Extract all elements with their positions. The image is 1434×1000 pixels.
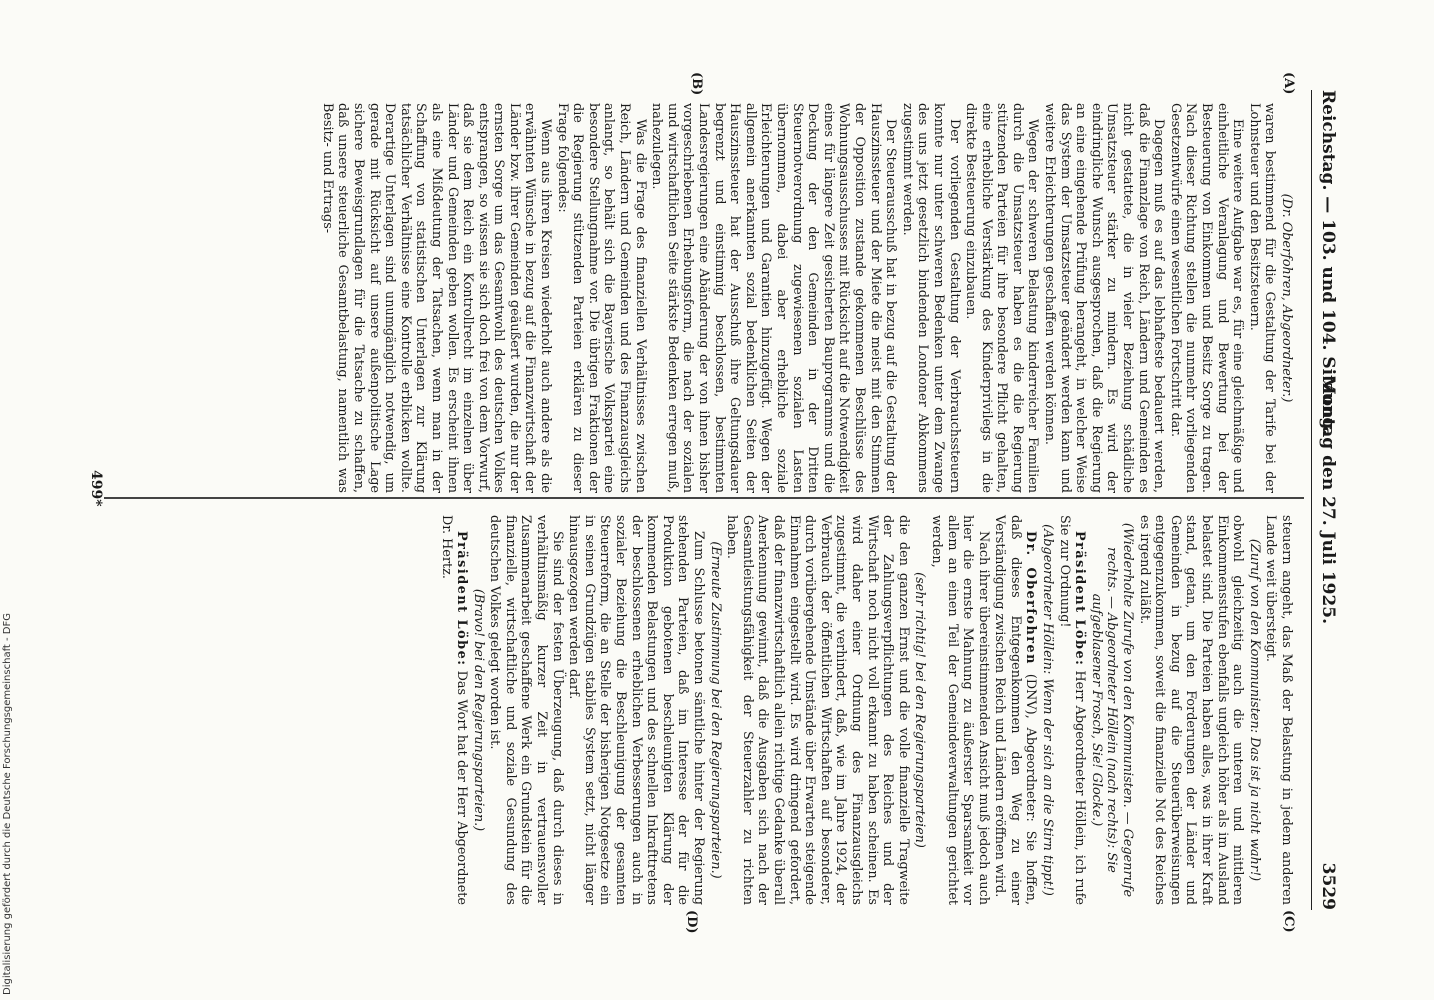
interjection: (Abgeordneter Höllein: Wenn der sich an die Stirn tippt!) [1040,524,1056,896]
margin-marker-b: (B) [689,72,704,96]
page-header [1311,90,1342,910]
header-session: Reichstag. — 103. und 104. Sitzung. [1318,90,1338,436]
footer-page-number: 499* [88,470,104,507]
paragraph: waren bestimmend für die Gestaltung der Tarife bei der Lohnsteuer und den Besitzsteuern. [1246,103,1278,493]
paragraph: steuern angeht, das Maß der Belastung in jedem anderen Lande weit übersteigt. [1263,515,1294,905]
right-column [437,515,1294,905]
interjection: (Wiederholte Zurufe von den Kommunisten. — Gegenrufe rechts. — Abgeordneter Höllein (nach rechts): Sie aufgeblasener Frosch, Sie! Glocke.) [1088,522,1136,898]
paragraph: Wegen der schweren Belastung kinderreicher Familien durch die Umsatzsteuer haben es die die Regierung stützenden Parteien für ihre besondere Pflicht gehalten, eine erhebliche Verstärkung des Kinderprivilegs in die direkte Besteuerung einzubauen. [963,103,1041,493]
speaker-paragraph [438,515,469,905]
paragraph: obwohl gleichzeitig auch die unteren und mittleren Einkommensstufen ebenfalls ungleich höher als im Ausland belastet sind. Die Parteien haben alles, was in ihrer Kraft stand, getan, um den Forderungen der Länder und Gemeinden in bezug auf die Steuerüberweisungen entgegenzukommen, soweit die finanzielle Not des Reiches es irgend zuläßt. [1136,515,1246,905]
column-divider [104,497,1304,499]
speaker-continuation: (Dr. Oberfohren, Abgeordneter.) [1279,193,1294,403]
speaker-name: Präsident Löbe: [1072,531,1088,667]
paragraph: Zum Schlusse betonen sämtliche hinter der Regierung stehenden Parteien, daß im Interesse der für die Produktion gebotenen beschleunigten Klärung der kommenden Belastungen und des schnellen Inkrafttretens der beschlossenen erheblichen Verbesserungen auch in sozialer Beziehung die Beschleunigung der gesamten Steuerreform, die an Stelle der bisherigen Notgesetze ein in seinen Grundzügen stabiles System setzt, nicht länger hinausgezogen werden darf. [566,515,707,905]
paragraph: Nach ihrer übereinstimmenden Ansicht muß jedoch auch hier die ernste Mahnung zu äußerster Sparsamkeit vor allem an einen Teil der Gemeindeverwaltungen gerichtet werden, [928,515,991,905]
paragraph: Der vorliegenden Gestaltung der Verbrauchssteuern konnte nur unter schweren Bedenken unter dem Zwange des uns jetzt gesetzlich bindenden Londoner Abkommens zugestimmt werden. [899,103,962,493]
interjection: (Bravo! bei den Regierungsparteien.) [470,588,486,832]
dfg-credit: Digitalisierung gefördert durch die Deutsche Forschungsgemeinschaft - DFG [2,612,13,995]
paragraph: Sie sind der festen Überzeugung, daß durch dieses in verhältnismäßig kurzer Zeit in vertrauensvoller Zusammenarbeit geschaffene Werk ein Grundstein für die finanzielle, wirtschaftliche und soziale Gesundung des deutschen Volkes gelegt worden ist. [487,515,565,905]
speaker-paragraph [992,515,1039,905]
interjection: (Erneute Zustimmung bei den Regierungsparteien.) [707,541,723,879]
margin-marker-a: (A) [1281,72,1296,95]
speaker-text: Herr Abgeordneter Höllein, ich rufe Sie zur Ordnung! [1056,515,1088,905]
paragraph: Dagegen muß es auf das lebhafteste bedauert werden, daß die Finanzlage von Reich, Ländern und Gemeinden es nicht gestattete, die in vieler Beziehung schädliche Umsatzsteuer stärker zu mindern. Es wird der eindringliche Wunsch ausgesprochen, daß die Regierung an eine eingehende Prüfung herangeht, in welcher Weise das System der Umsatzsteuer geändert werden kann und weitere Erleichterungen geschaffen werden können. [1042,103,1167,493]
interjection: (sehr richtig! bei den Regierungsparteien) [912,572,928,848]
paragraph: Wenn aus ihren Kreisen wiederholt auch andere als die erwähnten Wünsche in bezug auf die Finanzwirtschaft der Länder bzw. ihrer Gemeinden geäußert wurden, die nur der ernsten Sorge um das Gesamtwohl des deutschen Volkes entsprangen, so wissen sie sich doch frei von dem Vorwurf, daß sie dem Reich ein Kontrollrecht im einzelnen über Länder und Gemeinden geben wollen. Es erscheint ihnen als eine Mißdeutung der Tatsachen, wenn man in der Schaffung von statistischen Unterlagen zur Klärung tatsächlicher Verhältnisse eine Kontrolle erblicken wollte. Derartige Unterlagen sind unumgänglich notwendig, um gerade mit Rücksicht auf unsere außenpolitische Lage sichere Beweisgrundlagen für die Tatsache zu schaffen, daß unsere steuerliche Gesamtbelastung, namentlich was Besitz- und Ertrags- [319,103,554,493]
left-column [318,103,1294,493]
paragraph: Was die Frage des finanziellen Verhältnisses zwischen Reich, Ländern und Gemeinden und des Finanzausgleichs anlangt, so behält sich die Bayerische Volkspartei eine besondere Stellungnahme vor. Die übrigen Fraktionen der die Regierung stützenden Parteien erklären zu dieser Frage folgendes: [554,103,648,493]
header-page-number: 3529 [1318,862,1338,910]
interjection: (Zuruf von den Kommunisten: Das ist ja nicht wahr!) [1246,538,1262,882]
speaker-text: Das Wort hat der Herr Abgeordnete Dr. Hertz. [438,515,470,905]
paragraph: die den ganzen Ernst und die volle finanzielle Tragweite der Zahlungsverpflichtungen des Reiches und der Wirtschaft noch nicht voll erkannt zu haben scheinen. Es wird daher einer Ordnung des Finanzausgleichs zugestimmt, die verhindert, daß, wie im Jahre 1924, der Verbrauch der öffentlichen Wirtschaften auf besonderer, durch vorübergehende Umstände über Erwarten steigende Einnahmen eingestellt wird. Es wird dringend gefordert, daß der finanzwirtschaftlich allein richtige Gedanke überall Anerkennung gewinnt, daß die Ausgaben sich nach der Gesamtleistungsfähigkeit der Steuerzahler zu richten haben. [724,515,911,905]
speaker-name: Präsident Löbe: [454,531,470,667]
speaker-name: Dr. Oberfohren [1023,531,1039,665]
speaker-paragraph [1056,515,1087,905]
margin-marker-d: (D) [684,910,699,934]
side-note [2,5,16,995]
header-date: Montag den 27. Juli 1925. [1318,375,1338,625]
speaker-text: (DNV), Abgeordneter: Sie hoffen, daß dieses Entgegenkommen den Weg zu einer Verständigung zwischen Reich und Ländern eröffnen wird. [992,515,1039,905]
paragraph: Der Steuerausschuß hat in bezug auf die Gestaltung der Hauszinssteuer und der Miete die meist mit den Stimmen der Opposition zustande gekommenen Beschlüsse des Wohnungsausschusses mit Rücksicht auf die Notwendigkeit eines für längere Zeit gesicherten Bauprogramms und die Deckung der den Gemeinden in der Dritten Steuernotverordnung zugewiesenen sozialen Lasten übernommen, dabei aber erhebliche soziale Erleichterungen und Garantien hinzugefügt. Wegen der allgemein anerkannten sozial bedenklichen Seiten der Hauszinssteuer hat der Ausschuß ihre Geltungsdauer begrenzt und einstimmig beschlossen, bestimmten Landesregierungen eine Abänderung der von ihnen bisher vorgeschriebenen Erhebungsform, die nach der sozialen und wirtschaftlichen Seite stärkste Bedenken erregen muß, nahezulegen. [649,103,899,493]
paragraph: Eine weitere Aufgabe war es, für eine gleichmäßige und einheitliche Veranlagung und Bewertung bei der Besteuerung von Einkommen und Besitz Sorge zu tragen. Nach dieser Richtung stellen die nunmehr vorliegenden Gesetzentwürfe einen wesentlichen Fortschritt dar. [1167,103,1246,493]
margin-marker-c: (C) [1281,910,1296,933]
